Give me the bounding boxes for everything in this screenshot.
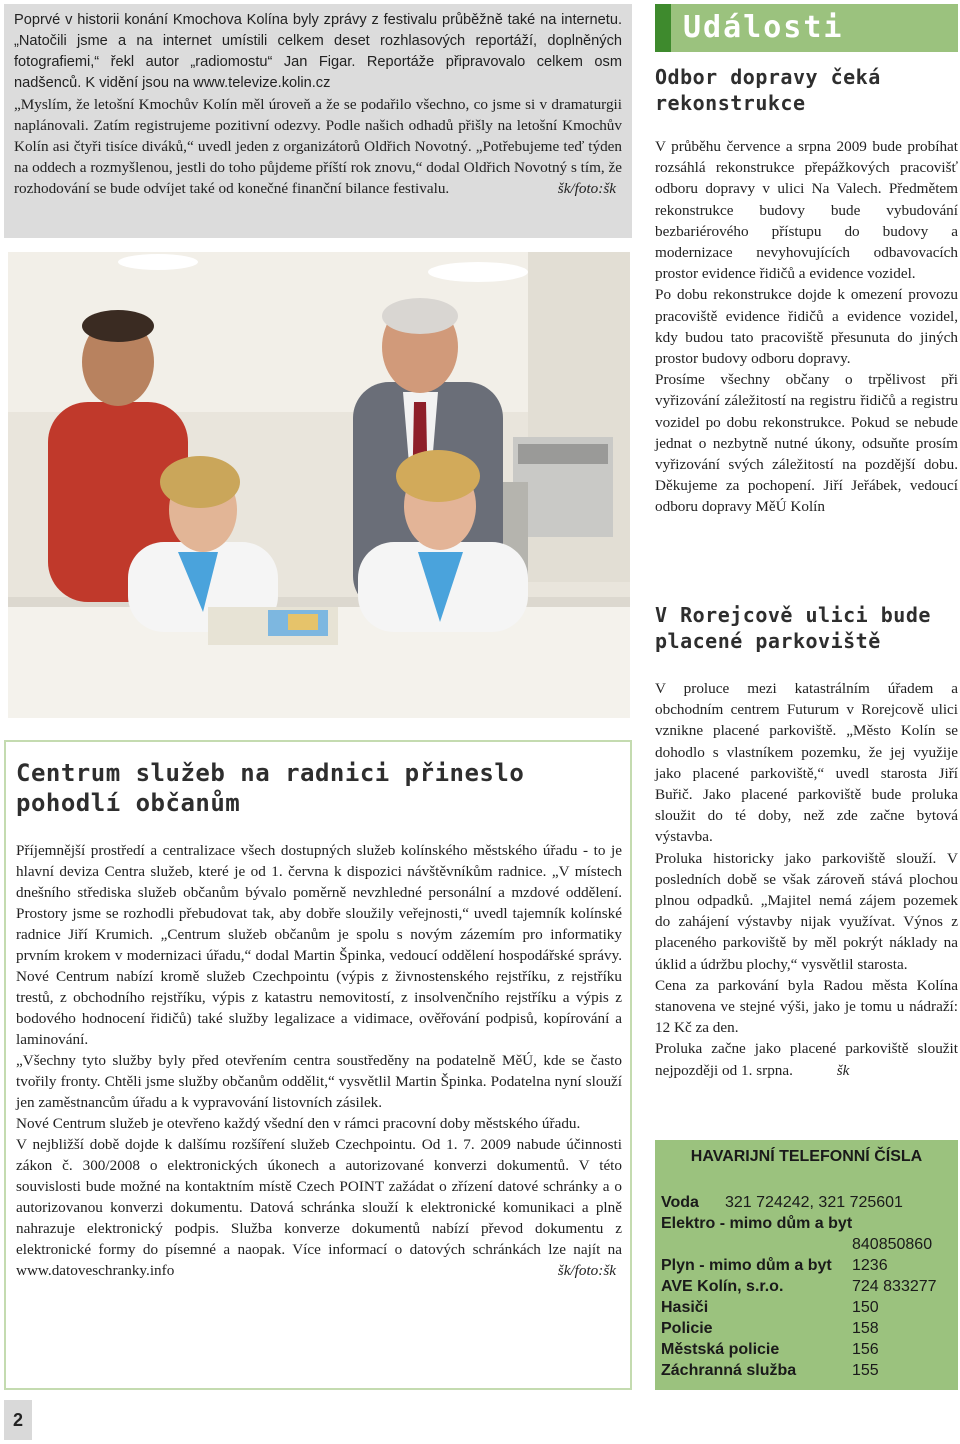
center-article-paragraph: Nové Centrum služeb je otevřeno každý všední den v rámci pracovní doby městského úřadu. <box>16 1115 581 1132</box>
emergency-label: Elektro - mimo dům a byt <box>661 1215 853 1232</box>
emergency-numbers-box <box>655 1140 958 1390</box>
emergency-row <box>661 1360 952 1381</box>
emergency-value: 724 833277 <box>852 1278 937 1295</box>
emergency-label <box>661 1234 852 1255</box>
parking-article <box>655 602 958 1081</box>
parking-article-headline: V Rorejcově ulici bude placené parkoviště <box>655 603 931 653</box>
emergency-label: Plyn - mimo dům a byt <box>661 1257 832 1274</box>
emergency-row <box>661 1276 952 1297</box>
emergency-row <box>661 1318 952 1339</box>
emergency-row <box>661 1255 952 1276</box>
top-article-paragraph <box>14 94 622 199</box>
emergency-row <box>661 1192 952 1213</box>
center-article <box>4 740 632 1390</box>
events-section-header <box>655 4 958 52</box>
emergency-value: 321 724242, 321 725601 <box>725 1194 903 1211</box>
center-article-text: V nejbližší době dojde k dalšímu rozšíření služeb Czechpointu. Od 1. 7. 2009 nabude účinnosti zákon č. 300/2008 o elektronických úkonech a autorizované konverzi dokumentů. V této souvislosti bude možné na kontaktním místě Czech POINT zažádat o zřízení datové schránky a o autorizovanou konverzi dokumentu. Datová schránka slouží k elektronické komunikaci a plně nahrazuje elektronický podpis. Služba konverze dokumentů nabízí převod dokumentu z elektronické formy do písemné a naopak. Více informací o datových schránkách lze najít na www.datoveschranky.info <box>16 1136 622 1279</box>
traffic-article-paragraph: V průběhu července a srpna 2009 bude probíhat rozsáhlá rekonstrukce přepážkových pracovišť odboru dopravy v ulici Na Valech. Předmětem rekonstrukce budovy bude vybudování bezbariérového přístupu do budovy a modernizace nevyhovujících odbavovacích prostor evidence řidičů a evidence vozidel. <box>655 138 958 283</box>
photo-illustration <box>8 252 630 718</box>
top-article <box>4 4 632 238</box>
emergency-value: 155 <box>852 1362 879 1379</box>
center-article-paragraph <box>16 1134 622 1281</box>
emergency-label: Voda <box>661 1194 699 1211</box>
top-article-box <box>4 4 632 238</box>
emergency-row <box>661 1213 952 1234</box>
emergency-row <box>661 1234 952 1255</box>
center-article-headline: Centrum služeb na radnici přineslo pohodlí občanům <box>16 759 525 817</box>
emergency-label: Městská policie <box>661 1341 780 1358</box>
center-article-paragraph: „Všechny tyto služby byly před otevřením centra soustředěny na podatelně MěÚ, kde se často tvořily fronty. Chtěli jsme služby občanům oddělit,“ vysvětlil Martin Špinka. Podatelna nyní slouží jen zaměstnancům úřadu a k vypravování listovních zásilek. <box>16 1052 622 1111</box>
traffic-article-paragraph: Prosíme všechny občany o trpělivost při vyřizování záležitostí na registru řidičů a registru vozidel po dobu rekonstrukce. Pokud se nebude jednat o nezbytně nutné úkony, odsuňte prosím vyřizování svých záležitostí na pozdější dobu. Děkujeme za pochopení. Jiří Jeřábek, vedoucí odboru dopravy MěÚ Kolín <box>655 371 958 516</box>
parking-article-signature: šk <box>836 1061 850 1079</box>
section-header-accent <box>655 4 671 52</box>
parking-article-paragraph <box>655 1038 958 1080</box>
emergency-value: 840850860 <box>852 1236 933 1253</box>
center-article-paragraph: Příjemnější prostředí a centralizace všech dostupných služeb kolínského městského úřadu - to je hlavní deviza Centra služeb, které je od 1. června k dispozici návštěvníkům radnice. „V místech dnešního střediska služeb občanům bývalo poměrně nevzhledné personální a mzdové oddělení. Prostory jsme se rozhodli přebudovat tak, aby dobře sloužily veřejnosti,“ uvedl tajemník kolínské radnice Jiří Krumich. „Centrum služeb občanům je spolu s novým zázemím pro informatiky prvním krokem v modernizaci úřadu,“ dodal Martin Špinka, vedoucí oddělení hospodářské správy. Nové Centrum nabízí kromě služeb Czechpointu (výpis z živnostenského rejstříku, z rejstříku trestů, z obchodního rejstříku, výpis z katastru nemovitostí, z insolvenčního rejstříku a výpis z bodového hodnocení řidičů) také služby legalizace a vidimace, ověřování podpisů, kopírování a laminování. <box>16 842 622 1048</box>
center-article-signature: šk/foto:šk <box>557 1262 616 1279</box>
top-article-text: „Myslím, že letošní Kmochův Kolín měl úroveň a že se podařilo všechno, co jsme si v dramaturgii naplánovali. Zatím registrujeme pozitivní odezvy. Podle našich odhadů přišly na letošní Kmochův Kolín asi čtyři tisíce diváků,“ uvedl jeden z organizátorů Oldřich Novotný. „Potřebujeme teď týden na oddech a rozmyšlenou, jestli do toho půjdeme příští rok znovu,“ dodal Oldřich Novotný s tím, že rozhodování se bude odvíjet také od konečné finanční bilance festivalu. <box>14 96 622 197</box>
parking-article-paragraph: V proluce mezi katastrálním úřadem a obchodním centrem Futurum v Rorejcově ulici vznikne placené parkoviště. „Město Kolín se dohodlo s vlastníkem pozemku, že jej využije jako placené parkoviště,“ uvedl starosta Jiří Buřič. Jako placené parkoviště bude proluka sloužit do té doby, než zde začne bytová výstavba. <box>655 680 958 846</box>
page-number: 2 <box>4 1400 32 1440</box>
article-photo <box>8 252 630 718</box>
traffic-article <box>655 64 958 518</box>
emergency-label: Záchranná služba <box>661 1362 797 1379</box>
top-article-signature: šk/foto:šk <box>557 180 616 197</box>
emergency-label: Hasiči <box>661 1299 709 1316</box>
emergency-numbers-title: HAVARIJNÍ TELEFONNÍ ČÍSLA <box>690 1148 923 1165</box>
emergency-value: 156 <box>852 1341 879 1358</box>
emergency-row <box>661 1297 952 1318</box>
emergency-value: 158 <box>852 1320 879 1337</box>
traffic-article-headline: Odbor dopravy čeká rekonstrukce <box>655 65 881 115</box>
parking-article-paragraph: Proluka historicky jako parkoviště slouží. V posledních době se však zároveň stává plochou plnou odpadků. „Majitel nemá zájem pozemek do zahájení výstavby nijak využívat. Výnos z placeného parkoviště by měl pokrýt náklady na úklid a údržbu plochy,“ vysvětlil starosta. <box>655 849 958 973</box>
emergency-label: AVE Kolín, s.r.o. <box>661 1278 784 1295</box>
top-article-paragraph: Poprvé v historii konání Kmochova Kolína byly zprávy z festivalu průběžně také na internetu. „Natočili jsme a na internet umístili celkem deset rozhlasových reportáží, doplněných fotografiemi,“ řekl autor „radiomostu“ Jan Figar. Reportáže připravovalo celkem osm nadšenců. K vidění jsou na www.televize.kolin.cz <box>14 12 622 91</box>
emergency-label: Policie <box>661 1320 713 1337</box>
parking-article-text: Proluka začne jako placené parkoviště sloužit nejpozději od 1. srpna. <box>655 1040 958 1079</box>
emergency-value: 1236 <box>852 1257 888 1274</box>
traffic-article-paragraph: Po dobu rekonstrukce dojde k omezení provozu pracoviště evidence řidičů a evidence vozidel, kdy budou tato pracoviště přesunuta do jiných prostor budovy odboru dopravy. <box>655 286 958 368</box>
events-section-title: Události <box>683 10 844 45</box>
parking-article-paragraph: Cena za parkování byla Radou města Kolína stanovena ve stejné výši, jako je tomu u nádraží: 12 Kč za den. <box>655 976 958 1037</box>
emergency-value: 150 <box>852 1299 879 1316</box>
emergency-row <box>661 1339 952 1360</box>
